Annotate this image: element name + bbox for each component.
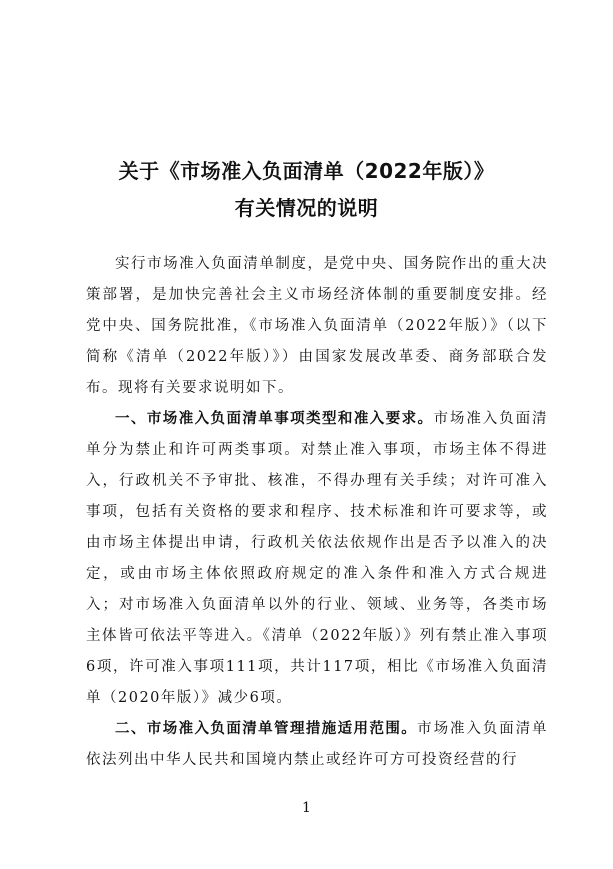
paragraph-intro	[86, 249, 548, 404]
paragraph-section-1	[86, 404, 548, 714]
section-1-heading: 一、市场准入负面清单事项类型和准入要求。	[115, 411, 434, 427]
section-1-text: 市场准入负面清单分为禁止和许可两类事项。对禁止准入事项，市场主体不得进入，行政机关不予审批、核准，不得办理有关手续；对许可准入事项，包括有关资格的要求和程序、技术标准和许可要求等，或由市场主体提出申请，行政机关依法依规作出是否予以准入的决定，或由市场主体依照政府规定的准入条件和准入方式合规进入；对市场准入负面清单以外的行业、领域、业务等，各类市场主体皆可依法平等进入。《清单（2022年版）》列有禁止准入事项6项，许可准入事项111项，共计117项，相比《市场准入负面清单（2020年版）》减少6项。	[86, 411, 549, 706]
document-title-line1: 关于《市场准入负面清单（2022年版）》	[118, 159, 495, 183]
paragraph-section-2	[86, 714, 548, 776]
document-title-line2: 有关情况的说明	[234, 196, 379, 220]
section-2-text: 市场准入负面清单依法列出中华人民共和国境内禁止或经许可方可投资经营的行	[86, 721, 548, 768]
document-body	[86, 249, 548, 776]
page-number: 1	[302, 800, 311, 816]
section-2-heading: 二、市场准入负面清单管理措施适用范围。	[115, 721, 418, 737]
paragraph-text: 实行市场准入负面清单制度，是党中央、国务院作出的重大决策部署，是加快完善社会主义市场经济体制的重要制度安排。经党中央、国务院批准，《市场准入负面清单（2022年版）》（以下简称《清单（2022年版）》）由国家发展改革委、商务部联合发布。现将有关要求说明如下。	[86, 256, 548, 396]
